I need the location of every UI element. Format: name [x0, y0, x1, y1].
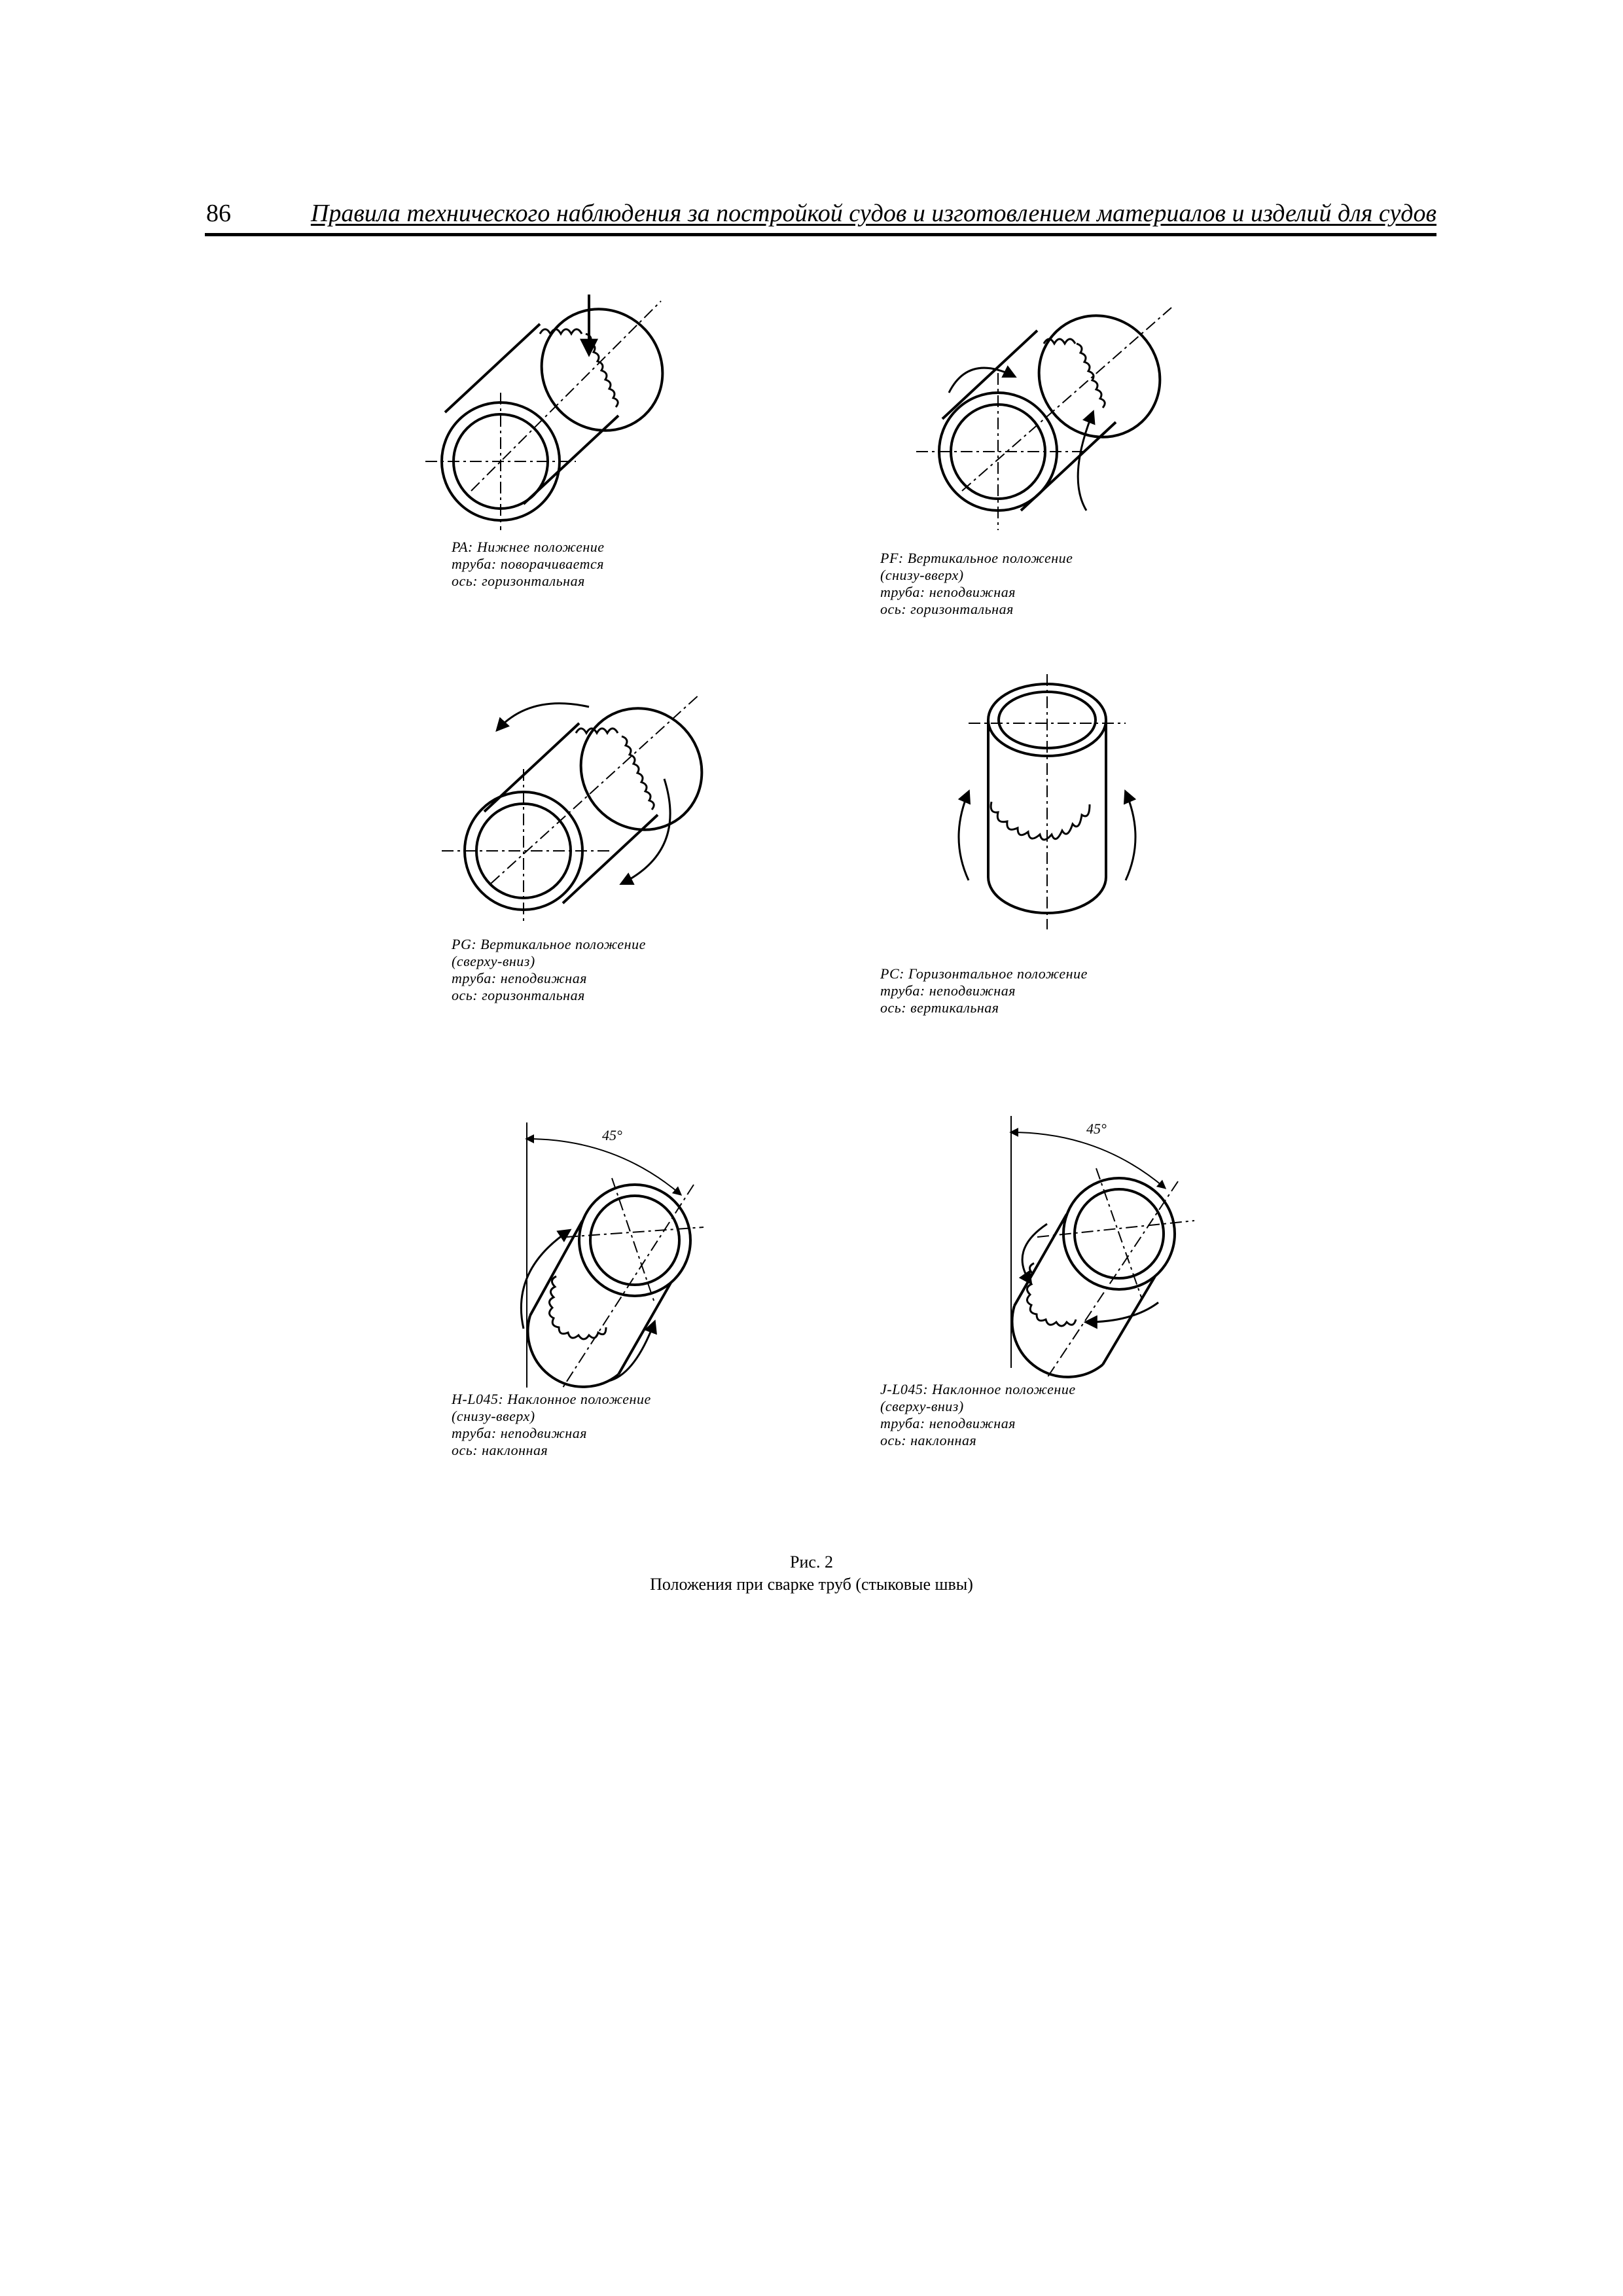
pipe-vertical-down-icon: [425, 681, 726, 929]
caption-line: (сверху-вниз): [452, 953, 535, 969]
caption-jl045: [880, 1381, 1076, 1449]
caption-pa: [452, 539, 605, 590]
figure-number: Рис. 2: [790, 1552, 833, 1571]
caption-line: труба: неподвижная: [452, 970, 587, 986]
caption-line: PF: Вертикальное положение: [880, 550, 1073, 566]
caption-line: труба: неподвижная: [452, 1425, 587, 1441]
caption-line: (снизу-вверх): [452, 1408, 535, 1424]
running-title: Правила технического наблюдения за постройкой судов и изготовлением материалов и изделий для судов: [310, 200, 1436, 227]
caption-line: (сверху-вниз): [880, 1398, 964, 1414]
caption-pf: [880, 550, 1073, 618]
pipe-figure-pg: [425, 681, 726, 929]
caption-line: PC: Горизонтальное положение: [880, 965, 1088, 982]
page-header: [205, 196, 1436, 238]
pipe-horizontal-position-icon: [929, 661, 1165, 936]
caption-line: (снизу-вверх): [880, 567, 964, 583]
figure-title: Положения при сварке труб (стыковые швы): [650, 1575, 973, 1594]
caption-line: труба: неподвижная: [880, 982, 1016, 999]
caption-line: H-L045: Наклонное положение: [452, 1391, 651, 1407]
caption-hl045: [452, 1391, 651, 1459]
caption-pg: [452, 936, 646, 1004]
pipe-figure-pf: [897, 295, 1198, 543]
caption-line: ось: наклонная: [880, 1432, 977, 1448]
caption-line: ось: горизонтальная: [452, 573, 585, 589]
pipe-inclined-down-icon: [969, 1106, 1230, 1394]
pipe-figure-jl045: [969, 1106, 1230, 1394]
caption-line: ось: наклонная: [452, 1442, 548, 1458]
caption-line: PG: Вертикальное положение: [452, 936, 646, 952]
angle-label: 45°: [1086, 1121, 1107, 1137]
caption-line: труба: неподвижная: [880, 584, 1016, 600]
pipe-vertical-up-icon: [897, 295, 1198, 543]
caption-line: труба: неподвижная: [880, 1415, 1016, 1431]
pipe-inclined-up-icon: [484, 1113, 746, 1401]
pipe-figure-hl045: [484, 1113, 746, 1401]
caption-line: труба: поворачивается: [452, 556, 604, 572]
pipe-figure-pc: [929, 661, 1165, 936]
figure-caption: [0, 1551, 1623, 1596]
caption-line: ось: горизонтальная: [452, 987, 585, 1003]
caption-line: J-L045: Наклонное положение: [880, 1381, 1076, 1397]
pipe-flat-position-icon: [399, 288, 700, 537]
page-number: 86: [206, 200, 231, 227]
caption-line: ось: вертикальная: [880, 999, 999, 1016]
pipe-figure-pa: [399, 288, 700, 537]
angle-label: 45°: [602, 1127, 622, 1143]
caption-pc: [880, 965, 1088, 1016]
caption-line: PA: Нижнее положение: [452, 539, 605, 555]
header-rule: [205, 233, 1436, 236]
caption-line: ось: горизонтальная: [880, 601, 1014, 617]
